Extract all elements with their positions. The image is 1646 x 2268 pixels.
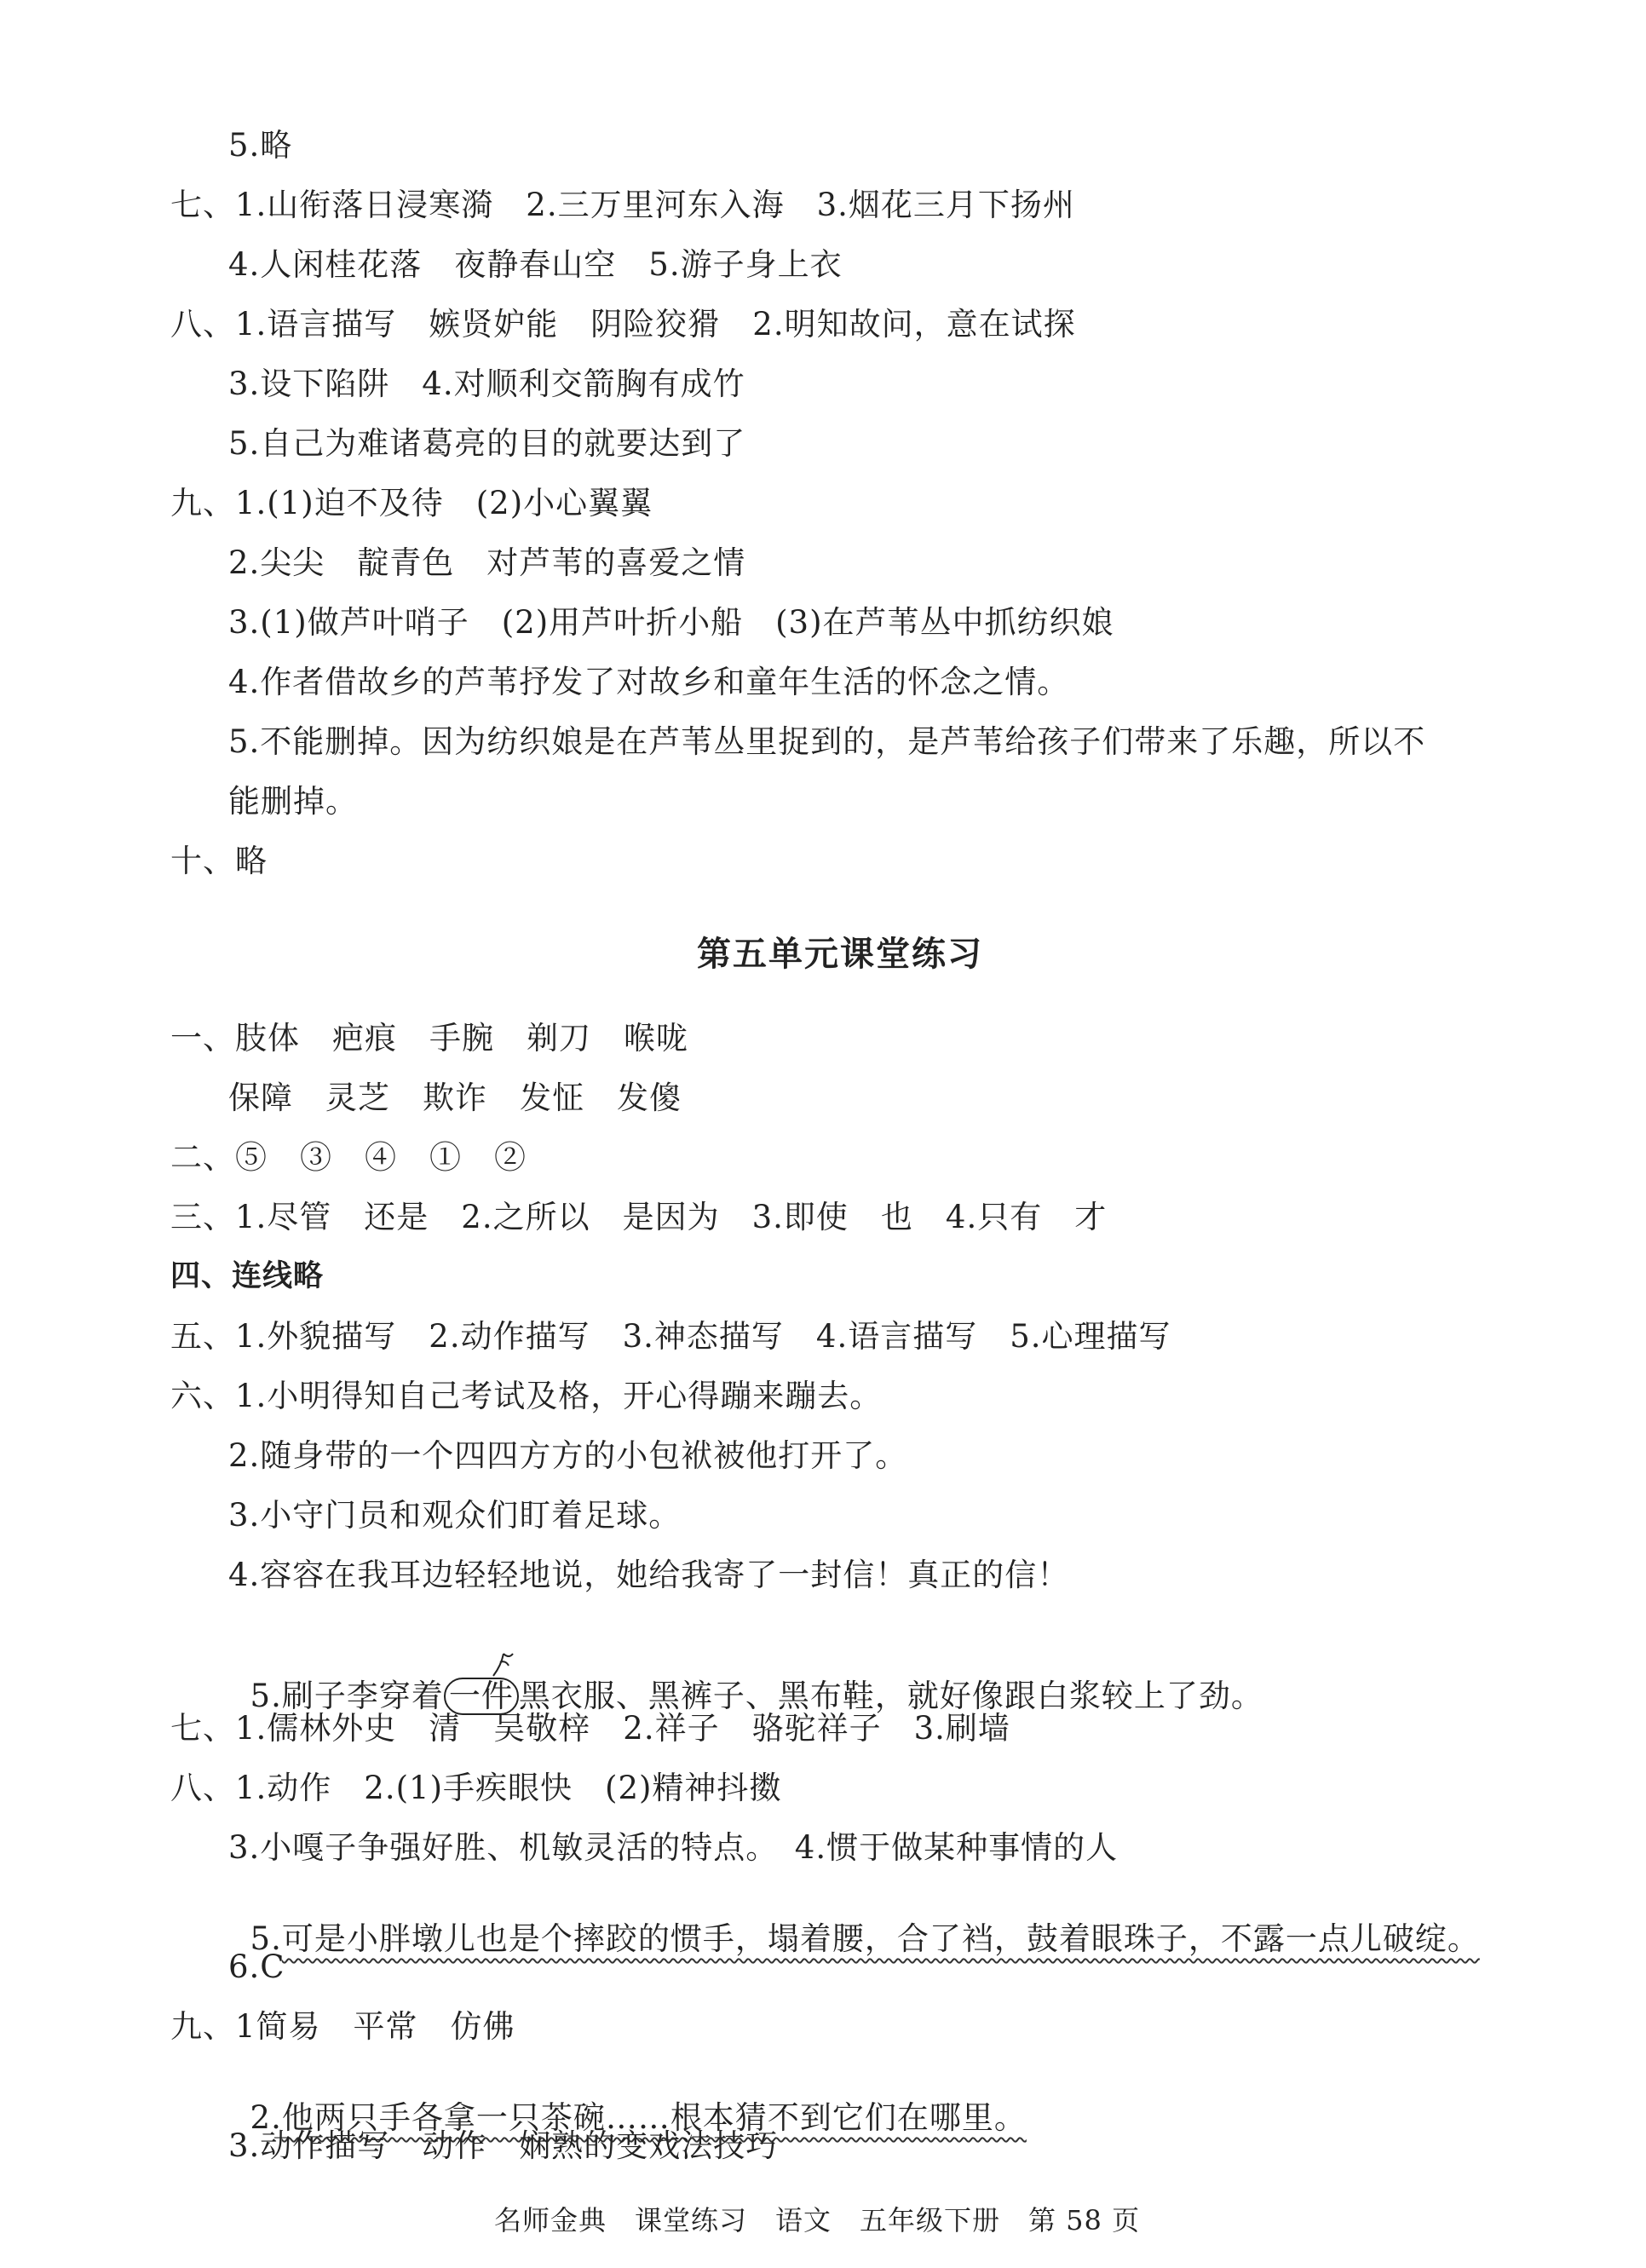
answer-line: 5.自己为难诸葛亮的目的就要达到了	[228, 425, 746, 462]
answer-line: 四、连线略	[170, 1258, 325, 1293]
answer-number: 5.	[250, 1920, 282, 1957]
answer-line: 2.随身带的一个四四方方的小包袱被他打开了。	[228, 1437, 908, 1474]
answer-line: 九、1.(1)迫不及待 (2)小心翼翼	[170, 485, 653, 521]
answer-line: 五、1.外貌描写 2.动作描写 3.神态描写 4.语言描写 5.心理描写	[170, 1318, 1171, 1355]
answer-line: 3.(1)做芦叶哨子 (2)用芦叶折小船 (3)在芦苇丛中抓纺织娘	[228, 604, 1114, 641]
answer-number: 2.	[250, 2099, 282, 2136]
wavy-underlined-text: 可是小胖墩儿也是个摔跤的惯手，塌着腰，合了裆，鼓着眼珠子，不露一点儿破绽。	[281, 1920, 1480, 1957]
answer-line: 3.小守门员和观众们盯着足球。	[228, 1497, 682, 1534]
answer-line: 六、1.小明得知自己考试及格，开心得蹦来蹦去。	[170, 1378, 883, 1414]
answer-line	[228, 1891, 1480, 1957]
answer-text: 黑衣服、黑裤子、黑布鞋，就好像跟白浆较上了劲。	[518, 1678, 1263, 1714]
answer-line	[228, 2070, 1027, 2136]
answer-line: 3.设下陷阱 4.对顺利交箭胸有成竹	[228, 366, 745, 402]
answer-line: 4.容容在我耳边轻轻地说，她给我寄了一封信！真正的信！	[228, 1557, 1070, 1593]
answer-line: 4.作者借故乡的芦苇抒发了对故乡和童年生活的怀念之情。	[228, 664, 1070, 700]
answer-line: 6.C	[228, 1949, 285, 1985]
answer-line: 八、1.动作 2.(1)手疾眼快 (2)精神抖擞	[170, 1770, 782, 1806]
deletion-mark-icon	[490, 1650, 515, 1678]
page-footer: 名师金典 课堂练习 语文 五年级下册 第 58 页	[494, 2204, 1141, 2236]
answer-line: 能删掉。	[228, 783, 358, 820]
answer-line: 八、1.语言描写 嫉贤妒能 阴险狡猾 2.明知故问，意在试探	[170, 306, 1076, 343]
wavy-underlined-text: 他两只手各拿一只茶碗……根本猜不到它们在哪里。	[281, 2099, 1027, 2136]
answer-line: 七、1.儒林外史 清 吴敬梓 2.祥子 骆驼祥子 3.刷墙	[170, 1710, 1010, 1747]
answer-line: 3.动作描写 动作 娴熟的变戏法技巧	[228, 2127, 779, 2164]
answer-line: 5.不能删掉。因为纺织娘是在芦苇丛里捉到的，是芦苇给孩子们带来了乐趣，所以不	[228, 723, 1426, 760]
boxed-text: 一件	[448, 1678, 514, 1714]
answer-line: 三、1.尽管 还是 2.之所以 是因为 3.即使 也 4.只有 才	[170, 1199, 1108, 1235]
answer-line: 九、1简易 平常 仿佛	[170, 2008, 515, 2045]
answer-line-edited	[228, 1646, 1263, 1715]
answer-line: 二、⑤ ③ ④ ① ②	[170, 1139, 527, 1176]
answer-line: 十、略	[170, 843, 268, 879]
answer-line: 一、肢体 疤痕 手腕 剃刀 喉咙	[170, 1020, 688, 1056]
section-title: 第五单元课堂练习	[697, 934, 983, 974]
answer-line: 七、1.山衔落日浸寒漪 2.三万里河东入海 3.烟花三月下扬州	[170, 187, 1075, 223]
answer-text: 5.刷子李穿着	[250, 1678, 444, 1714]
answer-line: 3.小嘎子争强好胜、机敏灵活的特点。 4.惯于做某种事情的人	[228, 1829, 1119, 1866]
answer-line: 保障 灵芝 欺诈 发怔 发傻	[228, 1079, 682, 1116]
answer-line: 2.尖尖 靛青色 对芦苇的喜爱之情	[228, 544, 746, 581]
answer-line: 4.人闲桂花落 夜静春山空 5.游子身上衣	[228, 246, 843, 283]
answer-line: 5.略	[228, 127, 293, 164]
